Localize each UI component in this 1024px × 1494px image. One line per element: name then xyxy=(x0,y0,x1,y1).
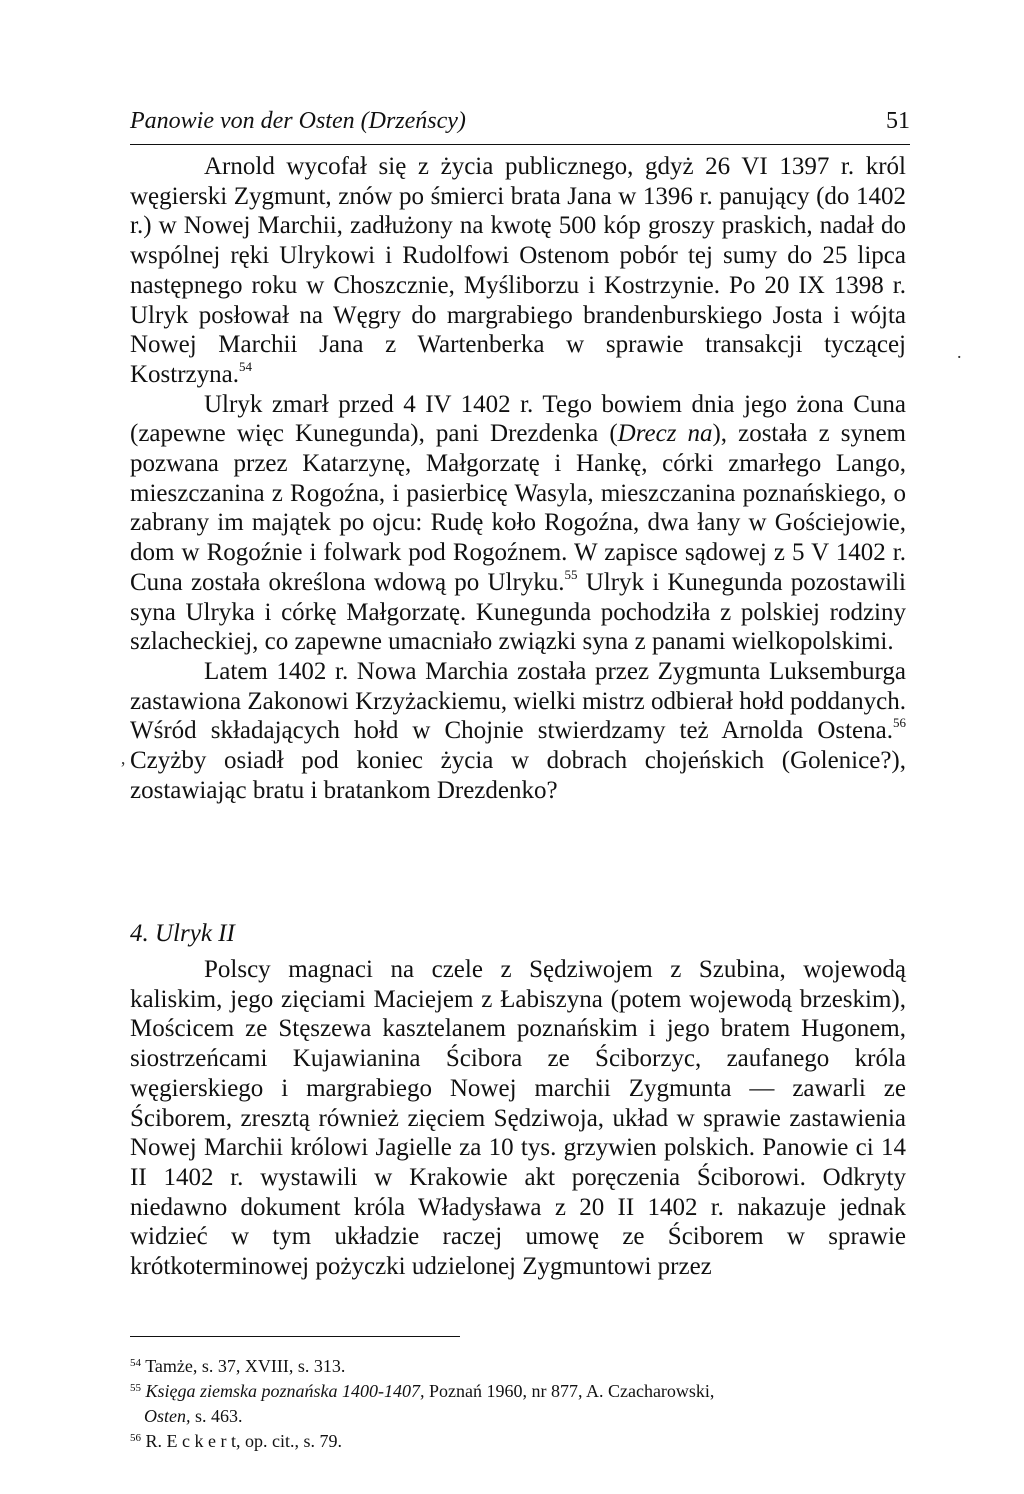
paragraph-arnold: Arnold wycofał się z życia publicznego, gdyż 26 VI 1397 r. król węgierski Zygmunt, znów po śmierci brata Jana w 1396 r. panujący (do 1402 r.) w Nowej Marchii, zadłużony na kwotę 500 kóp groszy praskich, nadał do wspólnej ręki Ulrykowi i Rudolfowi Ostenom pobór tej sumy do 25 lipca następnego roku w Choszcznie, Myśliborzu i Kostrzynie. Po 20 IX 1398 r. Ulryk posłował na Węgry do margrabiego brandenburskiego Josta i wójta Nowej Marchii Jana z Wartenberka w sprawie transakcji tyczącej Kostrzyna.$^{54}$ xyxy=(130,153,906,388)
paragraph-ulryk-death: Ulryk zmarł przed 4 IV 1402 r. Tego bowiem dnia jego żona Cuna (zapewne więc Kunegunda), pani Drezdenka (Drecz na), została z synem pozwana przez Katarzynę, Małgorzatę i Hankę, córki zmarłego Lango, mieszczanina z Rogoźna, i pasierbicę Wasyla, mieszczanina poznańskiego, o zabrany im majątek po ojcu: Rudę koło Rogoźna, dwa łany w Gościejowie, dom w Rogoźnie i folwark pod Rogoźnem. W zapisce sądowej z 5 V 1402 r. Cuna została określona wdową po Ulryku.$^{55}$ Ulryk i Kunegunda pozostawili syna Ulryka i córkę Małgorzatę. Kunegunda pochodziła z polskiej rodziny szlacheckiej, co zapewne umacniało związki syna z panami wielkopolskimi. xyxy=(130,390,907,656)
running-title: Panowie von der Osten (Drzeńscy) xyxy=(130,108,466,134)
footnote-55: $^{55}$ Księga ziemska poznańska 1400-1407, Poznań 1960, nr 877, A. Czacharowski, Osten, s. 463. xyxy=(130,1381,715,1426)
italic-term: Drecz na xyxy=(617,420,713,448)
footnote-ref-54: 54 xyxy=(239,358,252,374)
section-heading: 4. Ulryk II xyxy=(130,920,235,947)
page-number: 51 xyxy=(886,108,910,134)
paragraph-nowa-marchia: Latem 1402 r. Nowa Marchia została przez Zygmunta Luksemburga zastawiona Zakonowi Krzyżackiemu, wielki mistrz odbierał hołd poddanych. Wśród składających hołd w Chojnie stwierdzamy też Arnolda Ostena.$^{56}$ Czyżby osiadł pod koniec życia w dobrach chojeńskich (Golenice?), zostawiając bratu i bratankom Drezdenko? xyxy=(130,657,906,804)
footnote-divider xyxy=(130,1336,460,1337)
footnote-56: $^{56}$ R. E c k e r t, op. cit., s. 79. xyxy=(130,1431,342,1451)
body-text-block-1 xyxy=(130,152,906,805)
footnote-ref-56: 56 xyxy=(893,715,906,731)
footnotes xyxy=(130,1354,906,1454)
body-text-block-2 xyxy=(130,955,906,1282)
footnote-ref-55: 55 xyxy=(564,566,578,582)
footnote-54: $^{54}$ Tamże, s. 37, XVIII, s. 313. xyxy=(130,1356,346,1376)
margin-tick-mark: ’ xyxy=(120,758,126,778)
margin-dot-mark: . xyxy=(957,342,962,362)
running-header xyxy=(130,108,910,145)
paragraph-polscy-magnaci: Polscy magnaci na czele z Sędziwojem z Szubina, wojewodą kaliskim, jego zięciami Maciejem z Łabiszyna (potem wojewodą brzeskim), Mościcem ze Stęszewa kasztelanem poznańskim i jego bratem Hugonem, siostrzeńcami Kujawianina Ścibora ze Ściborzyc, zaufanego króla węgierskiego i margrabiego Nowej marchii Zygmunta — zawarli ze Ściborem, zresztą również zięciem Sędziwoja, układ w sprawie zastawienia Nowej Marchii królowi Jagielle za 10 tys. grzywien polskich. Panowie ci 14 II 1402 r. wystawili w Krakowie akt poręczenia Ściborowi. Odkryty niedawno dokument króla Władysława z 20 II 1402 r. nakazuje jednak widzieć w tym układzie raczej umowę ze Ściborem w sprawie krótkoterminowej pożyczki udzielonej Zygmuntowi przez xyxy=(130,956,906,1281)
